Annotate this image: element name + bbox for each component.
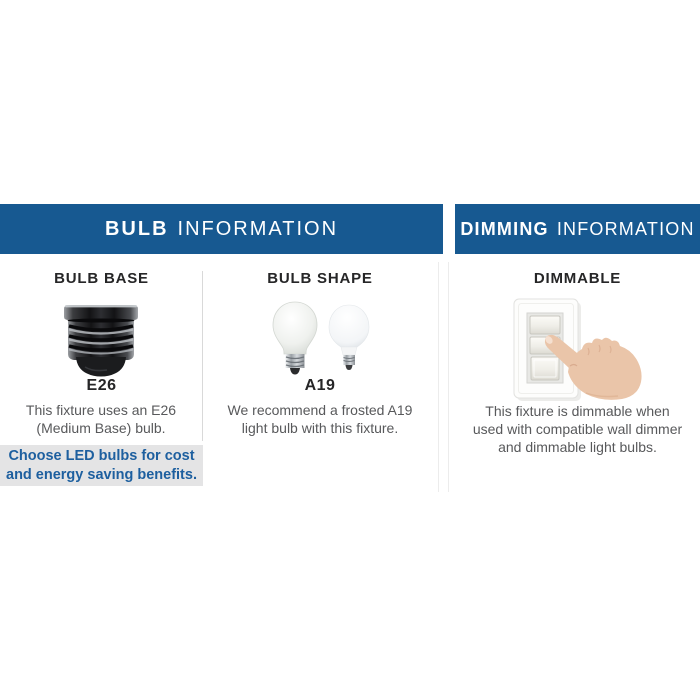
bulb-header-bold-text: BULB xyxy=(104,217,169,240)
dimming-header-rest-text: INFORMATION xyxy=(556,218,695,239)
led-tip-box xyxy=(0,445,203,486)
column-divider xyxy=(202,271,203,441)
section-divider-left xyxy=(438,262,439,492)
a19-bulbs-icon xyxy=(264,299,376,381)
bulb-shape-title: BULB SHAPE xyxy=(267,270,373,287)
bulb-base-description: This fixture uses an E26 (Medium Base) bulb. xyxy=(25,402,177,436)
bulb-shape-description: We recommend a frosted A19 light bulb with this fixture. xyxy=(227,402,413,436)
led-tip-text: Choose LED bulbs for cost and energy saving benefits. xyxy=(6,447,197,483)
dimming-header-bold-text: DIMMING xyxy=(460,218,549,239)
bulb-base-title: BULB BASE xyxy=(54,270,149,287)
dimmer-switch-hand-icon xyxy=(490,294,665,404)
dimmable-title: DIMMABLE xyxy=(533,270,622,287)
bulb-information-header xyxy=(0,204,443,254)
e26-screw-base-icon xyxy=(63,301,139,379)
dimming-information-header xyxy=(455,204,700,254)
bulb-header-rest-text: INFORMATION xyxy=(177,217,339,240)
bulb-base-value: E26 xyxy=(86,377,117,394)
bulb-shape-value: A19 xyxy=(304,377,336,394)
dimmable-description: This fixture is dimmable when used with compatible wall dimmer and dimmable light bulbs. xyxy=(472,403,683,455)
section-divider-right xyxy=(448,262,449,492)
